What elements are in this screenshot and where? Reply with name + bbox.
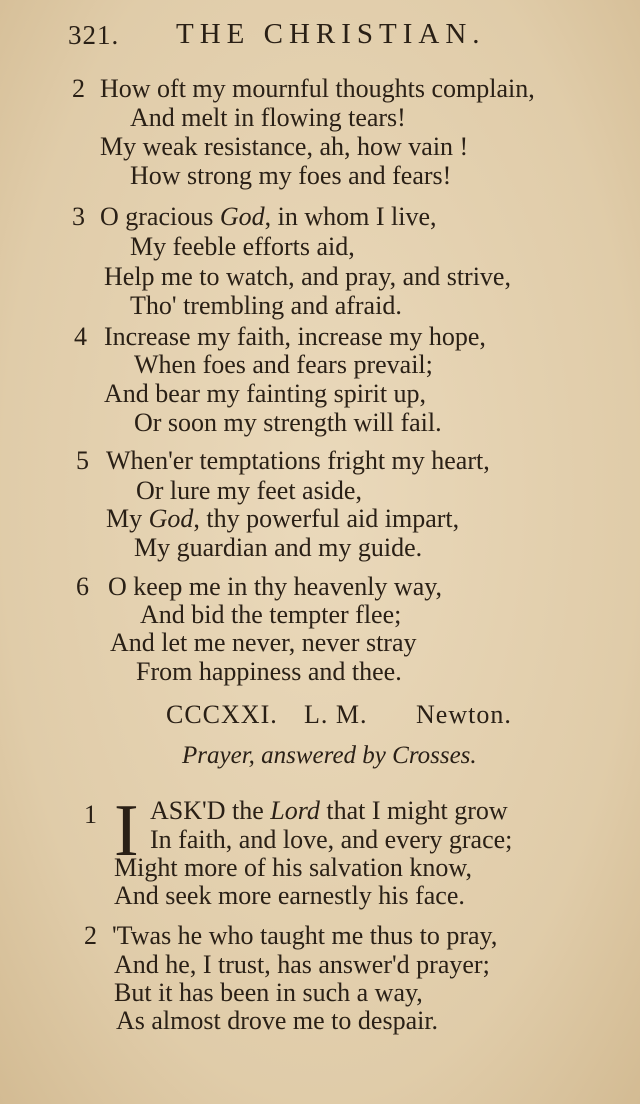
verse-line: But it has been in such a way, <box>114 978 423 1007</box>
page-number: 321. <box>68 20 120 50</box>
verse-line: O gracious God, in whom I live, <box>100 202 437 231</box>
verse-line: And bid the tempter flee; <box>140 600 402 629</box>
verse-line: 'Twas he who taught me thus to pray, <box>112 921 498 950</box>
verse-line: Might more of his salvation know, <box>114 853 472 882</box>
verse-number: 3 <box>72 202 85 231</box>
verse-line: In faith, and love, and every grace; <box>150 825 513 854</box>
drop-cap: I <box>114 790 139 872</box>
verse-line: My guardian and my guide. <box>134 533 423 562</box>
verse-line: ASK'D the Lord that I might grow <box>150 796 508 825</box>
verse-line: Help me to watch, and pray, and strive, <box>104 262 511 291</box>
verse-line: And let me never, never stray <box>110 628 417 657</box>
verse-line: When foes and fears prevail; <box>134 350 433 379</box>
hymn-meter: L. M. <box>304 700 368 729</box>
hymn-number: CCCXXI. <box>166 700 278 729</box>
page-header <box>68 14 510 54</box>
verse-line: How strong my foes and fears! <box>130 161 452 190</box>
verse-line: When'er temptations fright my heart, <box>106 446 490 475</box>
verse-number: 1 <box>84 800 97 829</box>
verse-number: 2 <box>72 74 85 103</box>
verse-line: My weak resistance, ah, how vain ! <box>100 132 469 161</box>
verse-line: My God, thy powerful aid impart, <box>106 504 460 533</box>
verse-number: 2 <box>84 921 97 950</box>
verse-line: Increase my faith, increase my hope, <box>104 322 486 351</box>
verse-number: 5 <box>76 446 89 475</box>
verse-number: 4 <box>74 322 87 351</box>
hymn-heading <box>0 700 640 736</box>
verse-line: And he, I trust, has answer'd prayer; <box>114 950 490 979</box>
verse-line: Tho' trembling and afraid. <box>130 291 402 320</box>
hymn-author: Newton. <box>416 700 512 729</box>
verse-line: And seek more earnestly his face. <box>114 881 465 910</box>
verse-line: Or lure my feet aside, <box>136 476 362 505</box>
verse-line: O keep me in thy heavenly way, <box>108 572 443 601</box>
verse-line: And bear my fainting spirit up, <box>104 379 427 408</box>
verse-line: Or soon my strength will fail. <box>134 408 442 437</box>
verse-line: And melt in flowing tears! <box>130 103 406 132</box>
verse-line: My feeble efforts aid, <box>130 232 355 261</box>
running-title: THE CHRISTIAN. <box>176 18 486 50</box>
hymn-subtitle: Prayer, answered by Crosses. <box>182 742 477 769</box>
verse-line: How oft my mournful thoughts complain, <box>100 74 535 103</box>
verse-line: From happiness and thee. <box>136 657 402 686</box>
verse-line: As almost drove me to despair. <box>116 1006 439 1035</box>
verse-number: 6 <box>76 572 89 601</box>
